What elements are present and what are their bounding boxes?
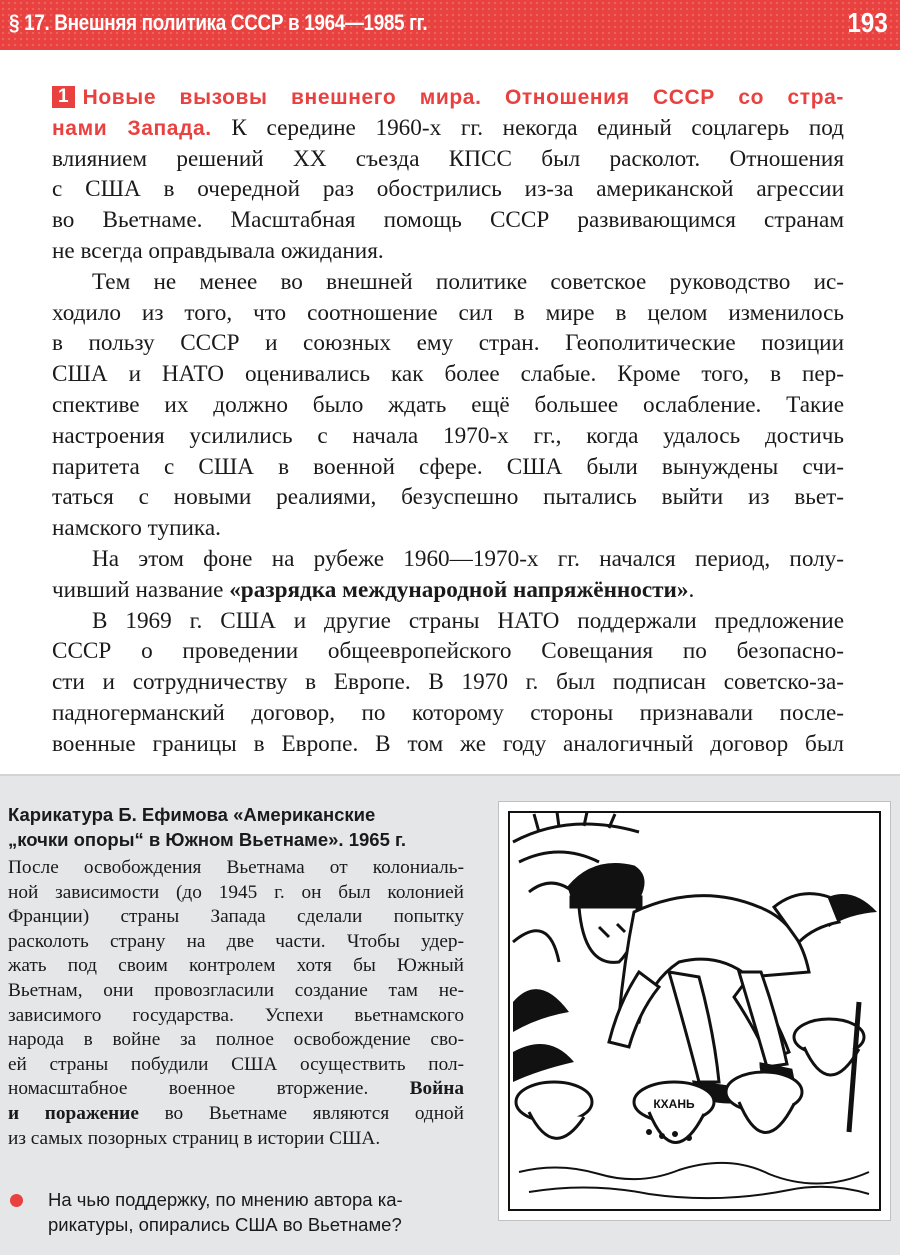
key-term: и поражение — [8, 1102, 139, 1124]
caricature-drawing — [499, 802, 890, 1220]
text-line: СССР о проведении общеевропейского Совещания по безопасно- — [52, 638, 844, 665]
text-line: настроения усилились с начала 1970-х гг., когда удалось достичь — [52, 422, 844, 449]
text-line: спективе их должно было ждать ещё большее ослабление. Такие — [52, 391, 844, 418]
caption-line: ей страны побудили США осуществить пол- — [8, 1053, 464, 1075]
section-heading-cont: нами Запада. — [52, 116, 212, 140]
text-line: В 1969 г. США и другие страны НАТО поддержали предложение — [92, 607, 844, 634]
text-line: ходило из того, что соотношение сил в мире в целом изменилось — [52, 299, 844, 326]
text-line: падногерманский договор, по которому стороны признавали после- — [52, 699, 844, 726]
text-line: На этом фоне на рубеже 1960—1970-х гг. начался период, полу- — [92, 545, 844, 572]
question-line: На чью поддержку, по мнению автора ка- — [48, 1189, 403, 1210]
text-line: паритета с США в военной сфере. США были вынуждены счи- — [52, 453, 844, 480]
caption-title — [8, 802, 478, 852]
caption-title-line: Карикатура Б. Ефимова «Американские — [8, 804, 376, 825]
text-line: военные границы в Европе. В том же году аналогичный договор был — [52, 730, 844, 757]
text-line: США и НАТО оценивались как более слабые. Кроме того, в пер- — [52, 361, 844, 388]
caption-line: из самых позорных страниц в истории США. — [8, 1127, 381, 1149]
caricature-illustration — [498, 801, 891, 1221]
text-line — [52, 575, 844, 606]
text-line: таться с новыми реалиями, безуспешно пытались выйти из вьет- — [52, 484, 844, 511]
paragraph-text: . — [688, 576, 695, 603]
caption-title-line: „кочки опоры“ в Южном Вьетнаме». 1965 г. — [8, 829, 407, 850]
key-term: Война — [368, 1078, 464, 1100]
text-line: с США в очередной раз обострились из-за американской агрессии — [52, 176, 844, 203]
page-header — [0, 0, 900, 50]
caption-line: народа в войне за полное освобождение сво- — [8, 1029, 464, 1051]
helmet-label: КХАНЬ — [653, 1097, 695, 1111]
paragraph-text: чивший название — [52, 576, 230, 603]
caption-line: расколоть страну на две части. Чтобы удер- — [8, 930, 464, 952]
caption-text: во Вьетнаме являются одной — [138, 1102, 464, 1124]
text-line: во Вьетнаме. Масштабная помощь СССР развивающимся странам — [52, 207, 844, 234]
text-line — [52, 82, 844, 113]
text-line: не всегда оправдывала ожидания. — [52, 237, 384, 264]
text-line: намского тупика. — [52, 515, 221, 542]
caption-line: ной зависимости (до 1945 г. он был колонией — [8, 881, 464, 903]
text-line: влиянием решений XX съезда КПСС был расколот. Отношения — [52, 145, 844, 172]
key-term: «разрядка международной напряжённости» — [229, 576, 689, 603]
caption-line: После освобождения Вьетнама от колониаль- — [8, 857, 464, 878]
text-line: сти и сотрудничеству в Европе. В 1970 г. был подписан советско-за- — [52, 669, 844, 696]
caption-line: Вьетнам, они провозгласили создание там не- — [8, 979, 464, 1001]
text-line: в пользу СССР и союзных ему стран. Геополитические позиции — [52, 330, 844, 357]
caption-line: зависимого государства. Успехи вьетнамского — [8, 1004, 464, 1026]
section-number-badge: 1 — [52, 86, 75, 108]
caption-line: Франции) страны Запада сделали попытку — [8, 906, 464, 928]
caption-body — [8, 856, 464, 1151]
paragraph-text: К середине 1960-х гг. некогда единый соцлагерь под — [211, 114, 844, 141]
caption-line: жать под своим контролем хотя бы Южный — [8, 955, 464, 977]
text-line: Тем не менее во внешней политике советское руководство ис- — [92, 268, 844, 295]
text-line — [52, 113, 844, 144]
caption-text: номасштабное военное вторжение. — [8, 1078, 369, 1100]
question-line: рикатуры, опирались США во Вьетнаме? — [48, 1214, 402, 1235]
section-heading: Новые вызовы внешнего мира. Отношения СССР со стра- — [82, 86, 844, 109]
question-text — [48, 1187, 480, 1237]
chapter-title: § 17. Внешняя политика СССР в 1964—1985 гг. — [9, 10, 428, 35]
question-bullet-icon — [10, 1194, 23, 1207]
caption-panel — [0, 774, 900, 1255]
caption-line — [8, 1077, 464, 1102]
main-text — [52, 82, 844, 760]
caption-line — [8, 1102, 464, 1127]
page-number: 193 — [847, 7, 888, 38]
